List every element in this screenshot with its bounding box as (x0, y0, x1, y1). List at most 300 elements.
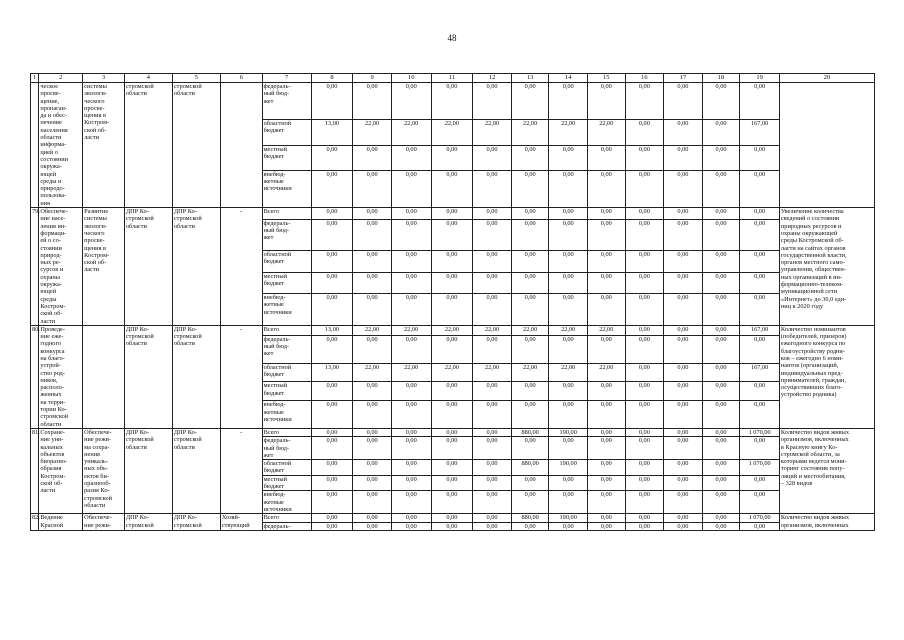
amount-cell: 0,00 (588, 83, 626, 120)
amount-cell: 0,00 (664, 219, 703, 251)
amount-cell: 0,00 (702, 335, 740, 363)
executor-cell: ДПР Ко- стромской области (124, 428, 172, 513)
amount-cell: 0,00 (431, 272, 473, 294)
amount-cell: 0,00 (549, 401, 588, 429)
amount-cell: 0,00 (549, 83, 588, 120)
amount-cell: 0,00 (625, 491, 664, 514)
amount-cell: 880,00 (511, 428, 549, 436)
amount-cell: 0,00 (511, 382, 549, 401)
amount-cell: 0,00 (625, 428, 664, 436)
table-row (31, 428, 875, 436)
amount-cell: 0,00 (473, 460, 512, 476)
funding-source-cell: федераль- ный бюд- жет (262, 83, 311, 120)
amount-cell: 0,00 (473, 428, 512, 436)
column-number: 2 (39, 74, 83, 83)
amount-cell: 22,00 (431, 120, 473, 145)
column-number: 20 (779, 74, 874, 83)
executor-cell: ДПР Ко- стромской области (124, 208, 172, 326)
amount-cell: 0,00 (740, 401, 780, 429)
amount-cell: 22,00 (549, 120, 588, 145)
amount-cell: 0,00 (431, 83, 473, 120)
amount-cell: 0,00 (311, 272, 353, 294)
amount-cell: 0,00 (702, 460, 740, 476)
amount-cell: 0,00 (664, 491, 703, 514)
amount-cell: 1 070,00 (740, 428, 780, 436)
amount-cell: 0,00 (391, 83, 431, 120)
funding-source-cell: местный бюджет (262, 475, 311, 491)
column-number: 11 (431, 74, 473, 83)
amount-cell: 0,00 (664, 522, 703, 530)
table-row (31, 514, 875, 522)
amount-cell: 0,00 (740, 208, 780, 219)
amount-cell: 0,00 (431, 335, 473, 363)
amount-cell: 880,00 (511, 460, 549, 476)
indicator-cell: Количество видов живых организмов, включенных в Красную книгу Ко- стромской области, за которыми ведется мони- торинг состояния попу- ляций и местообитания, – 328 видов (779, 428, 874, 513)
amount-cell: 0,00 (702, 522, 740, 530)
funding-source-cell: Всего (262, 514, 311, 522)
amount-cell: 0,00 (702, 475, 740, 491)
amount-cell: 0,00 (549, 219, 588, 251)
amount-cell: 0,00 (391, 208, 431, 219)
amount-cell: 0,00 (391, 475, 431, 491)
amount-cell: 22,00 (549, 325, 588, 335)
amount-cell: 0,00 (311, 460, 353, 476)
amount-cell: 0,00 (702, 514, 740, 522)
amount-cell: 0,00 (353, 170, 392, 207)
amount-cell: 0,00 (625, 219, 664, 251)
amount-cell: 0,00 (353, 460, 392, 476)
column-number: 7 (262, 74, 311, 83)
amount-cell: 0,00 (664, 363, 703, 382)
funding-source-cell: областной бюджет (262, 120, 311, 145)
amount-cell: 0,00 (511, 170, 549, 207)
amount-cell: 0,00 (353, 491, 392, 514)
amount-cell: 0,00 (588, 514, 626, 522)
amount-cell: 0,00 (549, 272, 588, 294)
amount-cell: 0,00 (588, 208, 626, 219)
amount-cell: 0,00 (702, 83, 740, 120)
amount-cell: 0,00 (664, 437, 703, 460)
funding-source-cell: областной бюджет (262, 460, 311, 476)
participant-cell: - (220, 325, 262, 428)
amount-cell: 0,00 (353, 475, 392, 491)
amount-cell: 190,00 (549, 514, 588, 522)
amount-cell: 0,00 (431, 428, 473, 436)
indicator-cell: Количество видов живых организмов, включенных (779, 514, 874, 531)
amount-cell: 0,00 (473, 294, 512, 326)
amount-cell: 0,00 (431, 219, 473, 251)
amount-cell: 0,00 (473, 219, 512, 251)
amount-cell: 0,00 (511, 475, 549, 491)
amount-cell: 0,00 (702, 120, 740, 145)
amount-cell: 0,00 (431, 491, 473, 514)
amount-cell: 0,00 (625, 251, 664, 273)
amount-cell: 0,00 (311, 145, 353, 170)
funding-source-cell: областной бюджет (262, 363, 311, 382)
amount-cell: 0,00 (664, 83, 703, 120)
participant-cell: Хозяй- ствующий (220, 514, 262, 531)
amount-cell: 0,00 (740, 251, 780, 273)
column-number: 8 (311, 74, 353, 83)
funding-source-cell: Всего (262, 208, 311, 219)
indicator-cell (779, 83, 874, 208)
coexecutor-cell: ДПР Ко- стромской области (172, 428, 220, 513)
table-row (31, 325, 875, 335)
amount-cell: 0,00 (511, 522, 549, 530)
indicator-cell: Количество номинантов (победителей, призеров) ежегодного конкурса по благоустройству родни- ков – ежегодно 6 номи- нантов (организаций, индивидуальных пред- принимателей, граждан, осуществивших благо- устройство родника) (779, 325, 874, 428)
amount-cell: 22,00 (588, 363, 626, 382)
amount-cell: 0,00 (311, 83, 353, 120)
amount-cell: 0,00 (311, 491, 353, 514)
amount-cell: 0,00 (311, 401, 353, 429)
amount-cell: 0,00 (702, 208, 740, 219)
amount-cell: 0,00 (740, 491, 780, 514)
amount-cell: 0,00 (664, 120, 703, 145)
column-number: 1 (31, 74, 39, 83)
row-number-cell (31, 83, 39, 208)
amount-cell: 0,00 (740, 219, 780, 251)
funding-source-cell: местный бюджет (262, 145, 311, 170)
goal-cell: Развитие системы экологи- ческого просве- щения в Костром- ской об- ласти (83, 208, 125, 326)
amount-cell: 0,00 (549, 437, 588, 460)
amount-cell: 0,00 (664, 170, 703, 207)
amount-cell: 190,00 (549, 460, 588, 476)
funding-source-cell: внебюд- жетные источники (262, 491, 311, 514)
column-number: 19 (740, 74, 780, 83)
amount-cell: 0,00 (702, 428, 740, 436)
amount-cell: 0,00 (511, 83, 549, 120)
page-number: 48 (447, 33, 457, 43)
funding-source-cell: местный бюджет (262, 272, 311, 294)
column-number: 9 (353, 74, 392, 83)
funding-source-cell: внебюд- жетные источники (262, 170, 311, 207)
amount-cell: 0,00 (549, 251, 588, 273)
amount-cell: 0,00 (702, 401, 740, 429)
participant-cell (220, 83, 262, 208)
amount-cell: 0,00 (311, 208, 353, 219)
amount-cell: 0,00 (625, 294, 664, 326)
table-row (31, 208, 875, 219)
amount-cell: 0,00 (625, 382, 664, 401)
amount-cell: 0,00 (740, 294, 780, 326)
amount-cell: 0,00 (740, 335, 780, 363)
amount-cell: 22,00 (511, 363, 549, 382)
amount-cell: 0,00 (588, 170, 626, 207)
amount-cell: 0,00 (625, 83, 664, 120)
amount-cell: 0,00 (311, 294, 353, 326)
amount-cell: 0,00 (625, 437, 664, 460)
amount-cell: 13,00 (311, 120, 353, 145)
amount-cell: 0,00 (664, 428, 703, 436)
amount-cell: 0,00 (353, 145, 392, 170)
amount-cell: 0,00 (702, 272, 740, 294)
amount-cell: 0,00 (588, 294, 626, 326)
amount-cell: 0,00 (625, 272, 664, 294)
column-number: 12 (473, 74, 512, 83)
column-number: 14 (549, 74, 588, 83)
amount-cell: 0,00 (588, 272, 626, 294)
budget-table (30, 73, 875, 531)
amount-cell: 0,00 (549, 145, 588, 170)
amount-cell: 0,00 (549, 382, 588, 401)
amount-cell: 0,00 (625, 401, 664, 429)
amount-cell: 0,00 (473, 170, 512, 207)
amount-cell: 22,00 (391, 363, 431, 382)
amount-cell: 0,00 (391, 401, 431, 429)
amount-cell: 0,00 (511, 272, 549, 294)
amount-cell: 0,00 (473, 401, 512, 429)
amount-cell: 22,00 (473, 120, 512, 145)
amount-cell: 0,00 (702, 382, 740, 401)
amount-cell: 0,00 (391, 219, 431, 251)
amount-cell: 0,00 (664, 382, 703, 401)
amount-cell: 0,00 (664, 335, 703, 363)
amount-cell: 0,00 (391, 145, 431, 170)
amount-cell: 0,00 (740, 522, 780, 530)
amount-cell: 0,00 (625, 335, 664, 363)
amount-cell: 0,00 (431, 382, 473, 401)
measure-name-cell: Ведение Красной (39, 514, 83, 531)
table-row (31, 83, 875, 120)
amount-cell: 0,00 (549, 475, 588, 491)
coexecutor-cell: ДПР Ко- стромской области (172, 208, 220, 326)
amount-cell: 0,00 (473, 208, 512, 219)
amount-cell: 167,00 (740, 120, 780, 145)
amount-cell: 0,00 (511, 335, 549, 363)
amount-cell: 0,00 (391, 437, 431, 460)
amount-cell: 0,00 (391, 170, 431, 207)
coexecutor-cell: стромской области (172, 83, 220, 208)
amount-cell: 22,00 (473, 363, 512, 382)
amount-cell: 167,00 (740, 363, 780, 382)
column-number: 3 (83, 74, 125, 83)
column-number: 15 (588, 74, 626, 83)
amount-cell: 0,00 (431, 475, 473, 491)
amount-cell: 0,00 (353, 514, 392, 522)
amount-cell: 0,00 (473, 272, 512, 294)
amount-cell: 0,00 (664, 208, 703, 219)
amount-cell: 0,00 (664, 514, 703, 522)
amount-cell: 0,00 (353, 272, 392, 294)
amount-cell: 0,00 (549, 491, 588, 514)
amount-cell: 0,00 (588, 460, 626, 476)
amount-cell: 0,00 (431, 170, 473, 207)
amount-cell: 0,00 (664, 401, 703, 429)
amount-cell: 0,00 (431, 401, 473, 429)
amount-cell: 0,00 (625, 120, 664, 145)
amount-cell: 22,00 (588, 120, 626, 145)
funding-source-cell: федераль- (262, 522, 311, 530)
amount-cell: 0,00 (588, 219, 626, 251)
amount-cell: 0,00 (625, 522, 664, 530)
amount-cell: 0,00 (431, 522, 473, 530)
amount-cell: 0,00 (702, 491, 740, 514)
participant-cell: - (220, 208, 262, 326)
amount-cell: 0,00 (588, 437, 626, 460)
column-number: 13 (511, 74, 549, 83)
funding-source-cell: федераль- ный бюд- жет (262, 335, 311, 363)
amount-cell: 22,00 (391, 325, 431, 335)
amount-cell: 13,00 (311, 363, 353, 382)
amount-cell: 0,00 (353, 335, 392, 363)
funding-source-cell: местный бюджет (262, 382, 311, 401)
executor-cell: ДПР Ко- стромской области (124, 325, 172, 428)
measure-name-cell: Обеспече- ние насе- ления ин- формаци- ей о со- стоянии природ- ных ре- сурсов и охраны окружа- ющей среды Костром- ской об- ласти (39, 208, 83, 326)
amount-cell: 0,00 (391, 491, 431, 514)
amount-cell: 0,00 (473, 491, 512, 514)
funding-source-cell: внебюд- жетные источники (262, 401, 311, 429)
amount-cell: 0,00 (588, 335, 626, 363)
amount-cell: 22,00 (431, 325, 473, 335)
amount-cell: 0,00 (702, 251, 740, 273)
amount-cell: 0,00 (625, 460, 664, 476)
amount-cell: 0,00 (625, 475, 664, 491)
column-number: 18 (702, 74, 740, 83)
amount-cell: 0,00 (664, 145, 703, 170)
amount-cell: 880,00 (511, 514, 549, 522)
amount-cell: 0,00 (549, 335, 588, 363)
amount-cell: 0,00 (625, 514, 664, 522)
amount-cell: 22,00 (511, 120, 549, 145)
amount-cell: 0,00 (391, 382, 431, 401)
amount-cell: 0,00 (431, 294, 473, 326)
executor-cell: стромской области (124, 83, 172, 208)
amount-cell: 0,00 (431, 437, 473, 460)
amount-cell: 0,00 (625, 170, 664, 207)
amount-cell: 0,00 (391, 272, 431, 294)
amount-cell: 0,00 (473, 145, 512, 170)
column-number: 16 (625, 74, 664, 83)
row-number-cell: 81. (31, 428, 39, 513)
amount-cell: 0,00 (391, 522, 431, 530)
amount-cell: 22,00 (473, 325, 512, 335)
amount-cell: 0,00 (588, 145, 626, 170)
amount-cell: 0,00 (702, 437, 740, 460)
amount-cell: 0,00 (511, 145, 549, 170)
amount-cell: 0,00 (511, 401, 549, 429)
amount-cell: 0,00 (511, 208, 549, 219)
goal-cell: Обеспече- ние режи- (83, 514, 125, 531)
amount-cell: 0,00 (511, 219, 549, 251)
amount-cell: 0,00 (625, 145, 664, 170)
participant-cell: - (220, 428, 262, 513)
amount-cell: 0,00 (549, 294, 588, 326)
amount-cell: 0,00 (473, 335, 512, 363)
amount-cell: 167,00 (740, 325, 780, 335)
amount-cell: 0,00 (588, 401, 626, 429)
amount-cell: 0,00 (740, 170, 780, 207)
amount-cell: 0,00 (740, 83, 780, 120)
amount-cell: 0,00 (740, 437, 780, 460)
row-number-cell: 82. (31, 514, 39, 531)
amount-cell: 0,00 (353, 428, 392, 436)
goal-cell: системы экологи- ческого просве- щения в Костром- ской об- ласти (83, 83, 125, 208)
amount-cell: 0,00 (588, 475, 626, 491)
amount-cell: 0,00 (353, 219, 392, 251)
amount-cell: 0,00 (431, 145, 473, 170)
amount-cell: 0,00 (625, 208, 664, 219)
amount-cell: 0,00 (511, 251, 549, 273)
funding-source-cell: внебюд- жетные источники (262, 294, 311, 326)
amount-cell: 190,00 (549, 428, 588, 436)
amount-cell: 0,00 (311, 170, 353, 207)
amount-cell: 0,00 (702, 363, 740, 382)
amount-cell: 1 070,00 (740, 460, 780, 476)
amount-cell: 0,00 (588, 382, 626, 401)
executor-cell: ДПР Ко- стромской (124, 514, 172, 531)
amount-cell: 0,00 (391, 460, 431, 476)
amount-cell: 0,00 (311, 219, 353, 251)
measure-name-cell: ческое просве- щение, пропаган- да и обес- печение населения области информа- цией о состоянии окружа- ющей среды и природо- пользова- ния (39, 83, 83, 208)
amount-cell: 0,00 (353, 208, 392, 219)
amount-cell: 0,00 (473, 522, 512, 530)
amount-cell: 0,00 (664, 251, 703, 273)
amount-cell: 22,00 (353, 325, 392, 335)
amount-cell: 0,00 (549, 170, 588, 207)
amount-cell: 0,00 (391, 514, 431, 522)
amount-cell: 0,00 (664, 325, 703, 335)
column-number: 4 (124, 74, 172, 83)
amount-cell: 0,00 (588, 491, 626, 514)
coexecutor-cell: ДПР Ко- стромской области (172, 325, 220, 428)
column-number: 10 (391, 74, 431, 83)
amount-cell: 22,00 (353, 363, 392, 382)
amount-cell: 0,00 (473, 83, 512, 120)
amount-cell: 0,00 (549, 208, 588, 219)
funding-source-cell: Всего (262, 428, 311, 436)
amount-cell: 0,00 (473, 437, 512, 460)
amount-cell: 0,00 (311, 335, 353, 363)
amount-cell: 0,00 (702, 170, 740, 207)
amount-cell: 0,00 (311, 522, 353, 530)
amount-cell: 0,00 (311, 475, 353, 491)
measure-name-cell: Сохране- ние уни- кальных объектов биоразно- образия Костром- ской об- ласти (39, 428, 83, 513)
header-row (31, 74, 875, 83)
column-number: 17 (664, 74, 703, 83)
amount-cell: 22,00 (431, 363, 473, 382)
amount-cell: 13,00 (311, 325, 353, 335)
amount-cell: 0,00 (740, 272, 780, 294)
amount-cell: 0,00 (353, 522, 392, 530)
funding-source-cell: федераль- ный бюд- жет (262, 437, 311, 460)
amount-cell: 0,00 (391, 335, 431, 363)
amount-cell: 0,00 (353, 251, 392, 273)
amount-cell: 0,00 (740, 475, 780, 491)
amount-cell: 0,00 (353, 382, 392, 401)
amount-cell: 0,00 (431, 251, 473, 273)
amount-cell: 0,00 (549, 522, 588, 530)
amount-cell: 0,00 (353, 437, 392, 460)
indicator-cell: Увеличение количества сведений о состоянии природных ресурсов и охраны окружающей среды Костромской об- ласти на сайтах органов государственной власти, органов местного само- управления, обществен- ных организаций в ин- формационно-телеком- муникационной сети «Интернет» до 30,0 еди- ниц к 2020 году (779, 208, 874, 326)
amount-cell: 0,00 (311, 382, 353, 401)
amount-cell: 0,00 (702, 294, 740, 326)
measure-name-cell: Проведе- ние еже- годного конкурса на благо- устрой- ство род- ников, располо- женных на терри- тории Ко- стромской области (39, 325, 83, 428)
column-number: 5 (172, 74, 220, 83)
coexecutor-cell: ДПР Ко- стромской (172, 514, 220, 531)
amount-cell: 0,00 (431, 460, 473, 476)
goal-cell (83, 325, 125, 428)
amount-cell: 1 070,00 (740, 514, 780, 522)
amount-cell: 0,00 (664, 294, 703, 326)
amount-cell: 0,00 (664, 272, 703, 294)
amount-cell: 0,00 (473, 382, 512, 401)
amount-cell: 0,00 (311, 251, 353, 273)
amount-cell: 0,00 (311, 437, 353, 460)
amount-cell: 0,00 (511, 437, 549, 460)
amount-cell: 0,00 (588, 251, 626, 273)
amount-cell: 0,00 (431, 514, 473, 522)
amount-cell: 22,00 (353, 120, 392, 145)
